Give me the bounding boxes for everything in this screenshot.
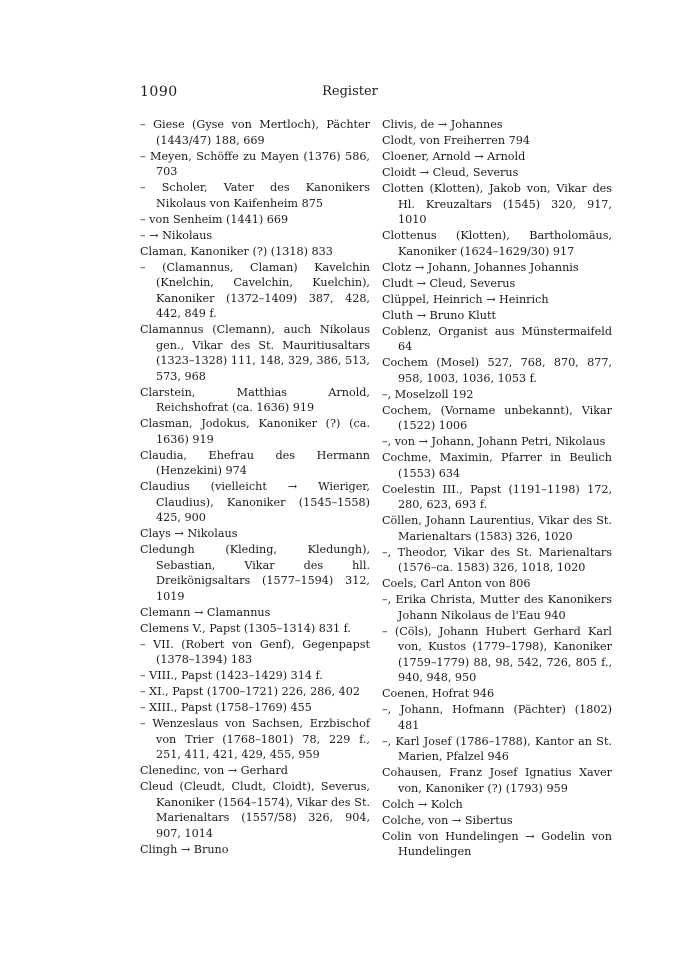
index-entry: – Giese (Gyse von Mertloch), Pächter (1443/47) 188, 669 [140,118,370,147]
index-entry: Cochem, (Vorname unbekannt), Vikar (1522) 1006 [382,403,612,432]
index-entry: – von Senheim (1441) 669 [140,212,289,226]
index-entry: –, Erika Christa, Mutter des Kanonikers Johann Nikolaus de l'Eau 940 [382,593,612,622]
index-entry: Clamannus (Clemann), auch Nikolaus gen., Vikar des St. Mauritiusaltars (1323–1328) 111, 148, 329, 386, 513, 573, 968 [140,323,370,383]
index-entry: – XIII., Papst (1758–1769) 455 [140,701,312,714]
index-entry: Cöllen, Johann Laurentius, Vikar des St. Marienaltars (1583) 326, 1020 [382,514,612,543]
index-entry: Clotten (Klotten), Jakob von, Vikar des Hl. Kreuzaltars (1545) 320, 917, 1010 [382,182,612,226]
index-entry: Cluth → Bruno Klutt [382,308,496,322]
index-entry: Colch → Kolch [382,797,463,811]
index-entry: Cohausen, Franz Josef Ignatius Xaver von, Kanoniker (?) (1793) 959 [382,766,612,795]
index-entry: Colche, von → Sibertus [382,813,513,827]
index-entry: Clenedinc, von → Gerhard [140,764,288,777]
index-entry: Claudius (vielleicht → Wieriger, Claudius), Kanoniker (1545–1558) 425, 900 [140,480,370,524]
index-entry: Cochem (Mosel) 527, 768, 870, 877, 958, 1003, 1036, 1053 f. [382,356,612,385]
index-entry: – (Clamannus, Claman) Kavelchin (Knelchin, Cavelchin, Kuelchin), Kanoniker (1372–1409) 387, 428, 442, 849 f. [140,260,370,320]
index-entry: Clodt, von Freiherren 794 [382,134,531,147]
index-entry: – Wenzeslaus von Sachsen, Erzbischof von Trier (1768–1801) 78, 229 f., 251, 411, 421, 429, 455, 959 [140,717,370,761]
index-entry: –, Moselzoll 192 [382,387,474,401]
index-entry: – VII. (Robert von Genf), Gegenpapst (1378–1394) 183 [140,637,370,666]
index-entry: Claman, Kanoniker (?) (1318) 833 [140,244,333,258]
index-entry: – (Cöls), Johann Hubert Gerhard Karl von, Kustos (1779–1798), Kanoniker (1759–1779) 88, 98, 542, 726, 805 f., 940, 948, 950 [382,624,612,684]
index-entry: –, Johann, Hofmann (Pächter) (1802) 481 [382,703,612,732]
index-entry: Coels, Carl Anton von 806 [382,577,531,590]
index-entry: Cludt → Cleud, Severus [382,276,516,290]
index-entry: Cochme, Maximin, Pfarrer in Beulich (1553) 634 [382,451,612,480]
index-entry: – Scholer, Vater des Kanonikers Nikolaus von Kaifenheim 875 [140,181,370,210]
page-number: 1090 [140,84,178,100]
index-entry: Clotz → Johann, Johannes Johannis [382,260,579,274]
index-entry: Clüppel, Heinrich → Heinrich [382,292,549,306]
index-entry: Clemens V., Papst (1305–1314) 831 f. [140,621,351,635]
index-entry: – VIII., Papst (1423–1429) 314 f. [140,669,323,682]
index-entry: – Meyen, Schöffe zu Mayen (1376) 586, 703 [140,149,370,178]
index-entry: Clemann → Clamannus [140,605,271,619]
index-entry: –, Karl Josef (1786–1788), Kantor an St. Marien, Pfalzel 946 [382,734,612,763]
index-entry: –, von → Johann, Johann Petri, Nikolaus [382,435,606,448]
index-entry: Clingh → Bruno [140,842,229,856]
index-entry: Coblenz, Organist aus Münstermaifeld 64 [382,324,612,353]
index-entry: Cledungh (Kleding, Kledungh), Sebastian, Vikar des hll. Dreikönigsaltars (1577–1594) 312, 1019 [140,543,370,603]
index-entry: Claudia, Ehefrau des Hermann (Henzekini) 974 [140,448,370,477]
index-entry: Cloidt → Cleud, Severus [382,166,519,179]
index-entry: Clasman, Jodokus, Kanoniker (?) (ca. 1636) 919 [140,417,370,446]
index-entry: Clivis, de → Johannes [382,118,503,131]
index-entry: Cloener, Arnold → Arnold [382,150,526,163]
index-entry: Clays → Nikolaus [140,527,238,540]
index-entry: Colin von Hundelingen → Godelin von Hundelingen [382,829,612,858]
right-column [382,117,612,860]
left-column [140,117,370,858]
index-entry: Coenen, Hofrat 946 [382,687,495,700]
index-entry: Clottenus (Klotten), Bartholomäus, Kanoniker (1624–1629/30) 917 [382,229,612,258]
index-entry: Coelestin III., Papst (1191–1198) 172, 280, 623, 693 f. [382,482,612,511]
running-head: Register [322,84,378,99]
index-entry: Clarstein, Matthias Arnold, Reichshofrat (ca. 1636) 919 [140,385,370,414]
index-entry: –, Theodor, Vikar des St. Marienaltars (1576–ca. 1583) 326, 1018, 1020 [382,545,612,574]
index-entry: – → Nikolaus [140,228,213,242]
index-entry: – XI., Papst (1700–1721) 226, 286, 402 [140,685,360,698]
index-entry: Cleud (Cleudt, Cludt, Cloidt), Severus, Kanoniker (1564–1574), Vikar des St. Marienaltars (1557/58) 326, 904, 907, 1014 [140,780,370,840]
